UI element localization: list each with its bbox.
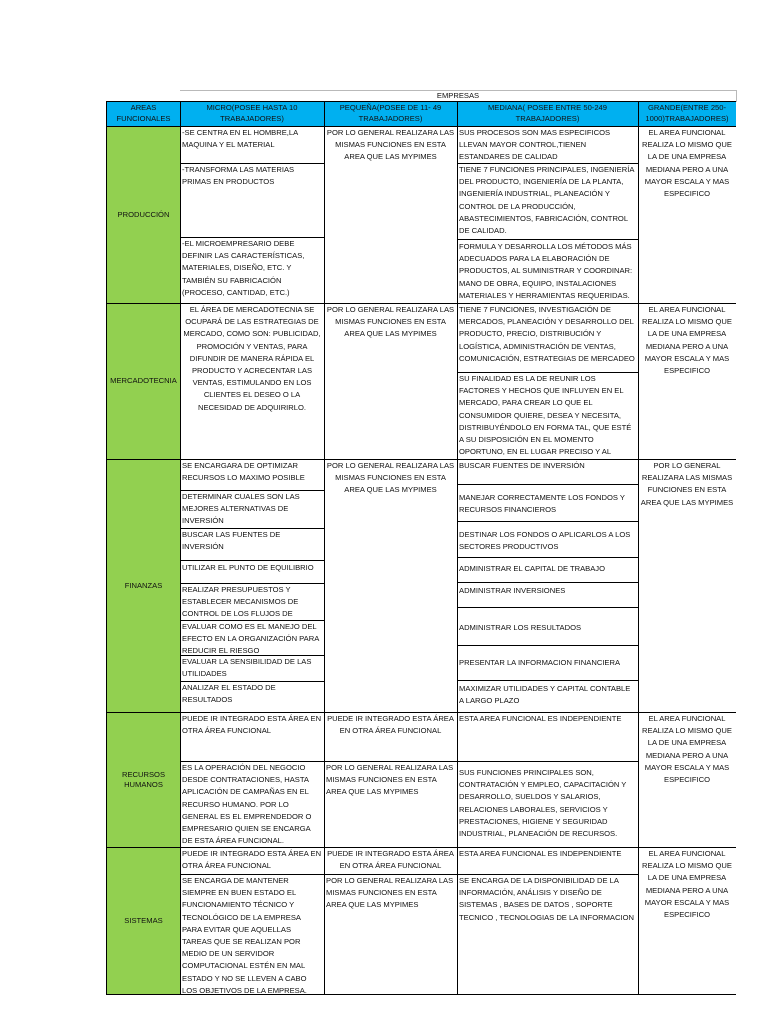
header-areas-funcionales: AREAS FUNCIONALES [107,102,180,126]
finanzas-micro-7: EVALUAR LA SENSIBILIDAD DE LAS UTILIDADES [182,657,312,679]
border-sub [457,680,638,681]
border-sub [457,521,638,522]
rrhh-pequena-2: POR LO GENERAL REALIZARA LAS MISMAS FUNCIONES EN ESTA AREA QUE LAS MYPIMES [326,763,454,797]
area-label: PRODUCCIÓN [117,209,170,219]
mercadotecnia-grande: EL AREA FUNCIONAL REALIZA LO MISMO QUE LA DE UNA EMPRESA MEDIANA PERO A UNA MAYOR ESCALA Y MAS ESPECIFICO [642,305,732,376]
produccion-grande: EL AREA FUNCIONAL REALIZA LO MISMO QUE LA DE UNA EMPRESA MEDIANA PERO A UNA MAYOR ESCALA Y MAS ESPECIFICO [642,128,732,199]
area-label: SISTEMAS [124,915,163,925]
sistemas-grande: EL AREA FUNCIONAL REALIZA LO MISMO QUE LA DE UNA EMPRESA MEDIANA PERO A UNA MAYOR ESCALA Y MAS ESPECIFICO [642,849,732,920]
border-sub [180,620,324,621]
produccion-micro-2: -TRANSFORMA LAS MATERIAS PRIMAS EN PRODUCTOS [182,165,295,187]
header-mediana: MEDIANA( POSEE ENTRE 50-249 TRABAJADORES) [457,102,638,126]
border-v-left [106,101,107,995]
border-h-bottom [106,994,736,995]
sistemas-pequena-1: PUEDE IR INTEGRADO ESTA ÁREA EN OTRA ÁREA FUNCIONAL [327,849,454,871]
produccion-pequena: POR LO GENERAL REALIZARA LAS MISMAS FUNCIONES EN ESTA AREA QUE LAS MYPIMES [326,128,455,162]
produccion-mediana-3: FORMULA Y DESARROLLA LOS MÉTODOS MÁS ADECUADOS PARA LA ELABORACIÓN DE PRODUCTOS, AL SUMINISTRAR Y COORDINAR: MANO DE OBRA, EQUIPO, INSTALACIONES MATERIALES Y HERRAMIENTAS REQUERIDAS. [459,242,633,300]
produccion-mediana-1: SUS PROCESOS SON MAS ESPECIFICOS LLEVAN MAYOR CONTROL,TIENEN ESTANDARES DE CALIDAD [459,128,611,162]
mercadotecnia-micro: EL ÁREA DE MERCADOTECNIA SE OCUPARÁ DE LAS ESTRATEGIAS DE MERCADO, COMO SON: PUBLICIDAD, PROMOCIÓN Y VENTAS, PARA DIFUNDIR DE MANERA RÁPIDA EL PRODUCTO Y ACRECENTAR LAS VENTAS, ESTIMULANDO EN LOS CLIENTES EL DESEO O LA NECESIDAD DE ADQUIRIRLO. [183,305,321,412]
border-sub [180,874,638,875]
border-v-mediana [638,101,639,995]
border-v-pequena [457,101,458,995]
border-sub [180,528,324,529]
border-sub [180,681,324,682]
finanzas-micro-3: BUSCAR LAS FUENTES DE INVERSIÓN [182,530,281,552]
mercadotecnia-mediana-1: TIENE 7 FUNCIONES, INVESTIGACIÓN DE MERCADOS, PLANEACIÓN Y DESARROLLO DEL PRODUCTO, PRECIO, DISTRIBUCIÓN Y LOGÍSTICA, ADMINISTRACIÓN DE VENTAS, COMUNICACIÓN, ESTRATEGIAS DE MERCADEO [459,305,635,363]
header-micro: MICRO(POSEE HASTA 10 TRABAJADORES) [180,102,324,126]
finanzas-mediana-4: ADMINISTRAR EL CAPITAL DE TRABAJO [459,564,605,573]
rrhh-micro-2: ES LA OPERACIÓN DEL NEGOCIO DESDE CONTRATACIONES, HASTA APLICACIÓN DE CAMPAÑAS EN EL RECURSO HUMANO. POR LO GENERAL ES EL EMPRENDEDOR O EMPRESARIO QUIEN SE ENCARGA DE ESTA ÁREA FUNCIONAL. [182,763,312,846]
sistemas-mediana-1: ESTA AREA FUNCIONAL ES INDEPENDIENTE [459,849,622,858]
rrhh-grande: EL AREA FUNCIONAL REALIZA LO MISMO QUE LA DE UNA EMPRESA MEDIANA PERO A UNA MAYOR ESCALA Y MAS ESPECIFICO [642,714,732,785]
border-sub [457,607,638,608]
border-sub [180,560,324,561]
area-sistemas [107,847,180,994]
border-v-micro [324,101,325,995]
sistemas-mediana-2: SE ENCARGA DE LA DISPONIBILIDAD DE LA INFORMACIÓN, ANÁLISIS Y DISEÑO DE SISTEMAS , BASES DE DATOS , SOPORTE TECNICO , TECNOLOGIAS DE LA INFORMACION [459,876,634,922]
rrhh-mediana-2: SUS FUNCIONES PRINCIPALES SON, CONTRATACIÓN Y EMPLEO, CAPACITACIÓN Y DESARROLLO, SUELDOS Y SALARIOS, RELACIONES LABORALES, SERVICIOS Y PRESTACIONES, HIGIENE Y SEGURIDAD INDUSTRIAL, PLANEACIÓN DE RECURSOS. [459,768,627,839]
finanzas-mediana-3: DESTINAR LOS FONDOS O APLICARLOS A LOS SECTORES PRODUCTIVOS [459,530,631,552]
area-label: MERCADOTECNIA [110,376,177,385]
border-sub [180,237,324,238]
rrhh-pequena-1: PUEDE IR INTEGRADO ESTA ÁREA EN OTRA ÁREA FUNCIONAL [327,714,454,736]
produccion-mediana-2: TIENE 7 FUNCIONES PRINCIPALES, INGENIERÍA DEL PRODUCTO, INGENIERÍA DE LA PLANTA, INGENIERÍA INDUSTRIAL, PLANEACIÓN Y CONTROL DE LA PRODUCCIÓN, ABASTECIMIENTOS, FABRICACIÓN, CONTROL DE CALIDAD. [459,165,634,236]
rrhh-mediana-1: ESTA AREA FUNCIONAL ES INDEPENDIENTE [459,714,622,723]
rrhh-micro-1: PUEDE IR INTEGRADO ESTA ÁREA EN OTRA ÁREA FUNCIONAL [182,714,322,736]
mercadotecnia-pequena: POR LO GENERAL REALIZARA LAS MISMAS FUNCIONES EN ESTA AREA QUE LAS MYPIMES [326,305,455,339]
border-sub [180,583,324,584]
area-label: RECURSOS HUMANOS [121,769,166,789]
border-h-mercadotecnia-end [106,459,736,460]
finanzas-mediana-8: MAXIMIZAR UTILIDADES Y CAPITAL CONTABLE A LARGO PLAZO [459,684,631,706]
border-sub [180,655,324,656]
finanzas-pequena: POR LO GENERAL REALIZARA LAS MISMAS FUNCIONES EN ESTA AREA QUE LAS MYPIMES [326,461,455,495]
finanzas-mediana-2: MANEJAR CORRECTAMENTE LOS FONDOS Y RECURSOS FINANCIEROS [459,493,625,515]
mercadotecnia-mediana-2: SU FINALIDAD ES LA DE REUNIR LOS FACTORES Y HECHOS QUE INFLUYEN EN EL MERCADO, PARA CREAR LO QUE EL CONSUMIDOR QUIERE, DESEA Y NECESITA, DISTRIBUYÉNDOLO EN FORMA TAL, QUE ESTÉ A SU DISPOSICIÓN EN EL MOMENTO OPORTUNO, EN EL LUGAR PRECISO Y AL [459,374,632,457]
header-pequena: PEQUEÑA(POSEE DE 11- 49 TRABAJADORES) [324,102,457,126]
border-h-finanzas-end [106,712,736,713]
area-produccion [107,126,180,303]
border-h-header-bottom [106,126,736,127]
finanzas-grande: POR LO GENERAL REALIZARA LAS MISMAS FUNCIONES EN ESTA AREA QUE LAS MYPIMES [640,461,734,507]
sistemas-micro-1: PUEDE IR INTEGRADO ESTA ÁREA EN OTRA ÁREA FUNCIONAL [182,849,322,871]
finanzas-micro-6: EVALUAR COMO ES EL MANEJO DEL EFECTO EN LA ORGANIZACIÓN PARA REDUCIR EL RIESGO [182,622,319,656]
finanzas-micro-2: DETERMINAR CUALES SON LAS MEJORES ALTERNATIVAS DE INVERSIÓN [182,492,300,526]
border-sub [457,557,638,558]
finanzas-micro-5: REALIZAR PRESUPUESTOS Y ESTABLECER MECANISMOS DE CONTROL DE LOS FLUJOS DE [182,585,299,619]
area-mercadotecnia [107,303,180,459]
finanzas-mediana-5: ADMINISTRAR INVERSIONES [459,586,566,595]
area-recursos-humanos [107,712,180,847]
sistemas-pequena-2: POR LO GENERAL REALIZARA LAS MISMAS FUNCIONES EN ESTA AREA QUE LAS MYPIMES [326,876,454,910]
finanzas-micro-8: ANALIZAR EL ESTADO DE RESULTADOS [182,683,276,705]
border-sub [457,645,638,646]
border-sub [457,163,638,164]
produccion-micro-1: -SE CENTRA EN EL HOMBRE,LA MAQUINA Y EL MATERIAL [182,128,298,150]
finanzas-mediana-7: PRESENTAR LA INFORMACION FINANCIERA [459,658,621,667]
finanzas-mediana-6: ADMINISTRAR LOS RESULTADOS [459,623,582,632]
border-sub [180,490,324,491]
area-finanzas [107,459,180,712]
produccion-micro-3: -EL MICROEMPRESARIO DEBE DEFINIR LAS CARACTERÍSTICAS, MATERIALES, DISEÑO, ETC. Y TAMBIÉN SU FABRICACIÓN (PROCESO, CANTIDAD, ETC.) [182,239,305,297]
finanzas-micro-4: UTILIZAR EL PUNTO DE EQUILIBRIO [182,563,314,572]
border-sub [457,239,638,240]
border-sub [180,163,324,164]
header-empresas: EMPRESAS [180,91,736,102]
area-label: FINANZAS [124,580,163,590]
gridline-right [736,90,737,102]
sistemas-micro-2: SE ENCARGA DE MANTENER SIEMPRE EN BUEN ESTADO EL FUNCIONAMIENTO TÉCNICO Y TECNOLÓGICO DE LA EMPRESA PARA EVITAR QUE AQUELLAS TAREAS QUE SE REALIZAN POR MEDIO DE UN SERVIDOR COMPUTACIONAL ESTÉN EN MAL ESTADO Y NO SE LLEVEN A CABO LOS OBJETIVOS DE LA EMPRESA. [182,876,307,994]
border-h-header-top [106,101,736,102]
finanzas-mediana-1: BUSCAR FUENTES DE INVERSIÓN [459,461,585,470]
border-h-rrhh-end [106,847,736,848]
border-h-produccion-end [106,303,736,304]
border-v-areas [180,101,181,995]
border-sub [180,761,638,762]
border-sub [457,484,638,485]
finanzas-micro-1: SE ENCARGARA DE OPTIMIZAR RECURSOS LO MAXIMO POSIBLE [182,461,305,483]
border-sub [457,582,638,583]
header-grande: GRANDE(ENTRE 250-1000)TRABAJADORES) [638,102,736,126]
border-sub [457,372,638,373]
